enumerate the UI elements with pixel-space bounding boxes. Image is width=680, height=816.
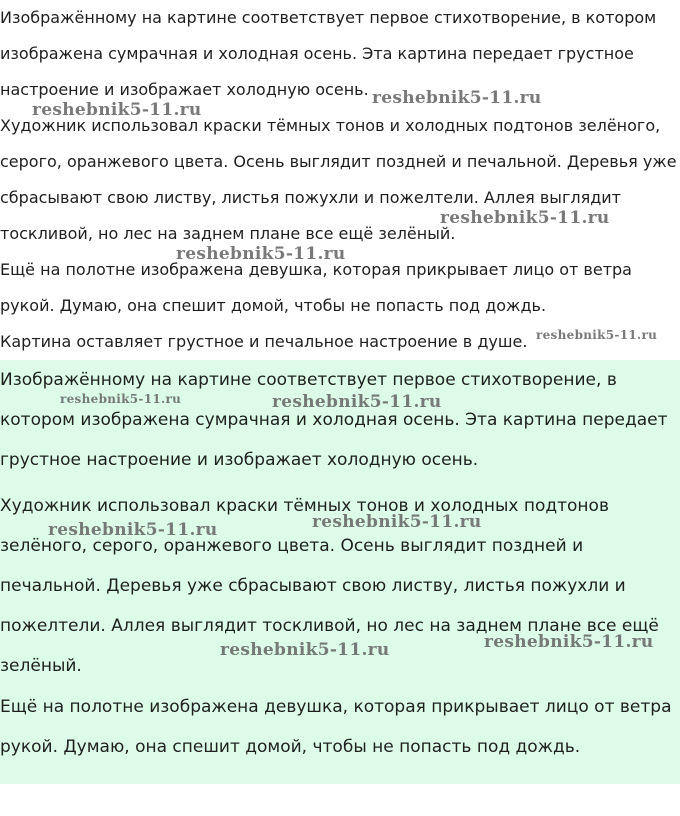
watermark: reshebnik5-11.ru [272,392,442,412]
plain-text-block [0,0,680,360]
plain-paragraph-4: Картина оставляет грустное и печальное настроение в душе. [0,332,528,351]
watermark: reshebnik5-11.ru [176,244,346,264]
plain-paragraph-1: Изображённому на картине соответствует первое стихотворение, в котором изображена сумрачная и холодная осень. Эта картина передает грустное настроение и изображает холодную осень. [0,8,657,99]
watermark: reshebnik5-11.ru [32,100,202,120]
watermark: reshebnik5-11.ru [312,512,482,532]
highlighted-paragraph-2: Художник использовал краски тёмных тонов и холодных подтонов зелёного, серого, оранжевого цвета. Осень выглядит поздней и печальной. Деревья уже сбрасывают свою листву, листья пожухли и пожелтели. Аллея выглядит тоскливой, но лес на заднем плане все ещё зелёный. [0,496,659,676]
highlighted-paragraph-3: Ещё на полотне изображена девушка, которая прикрывает лицо от ветра рукой. Думаю, она спешит домой, чтобы не попасть под дождь. [0,697,672,757]
watermark: reshebnik5-11.ru [220,640,390,660]
highlighted-text-block [0,360,680,784]
watermark: reshebnik5-11.ru [536,328,658,342]
watermark: reshebnik5-11.ru [48,520,218,540]
watermark: reshebnik5-11.ru [484,632,654,652]
plain-paragraph-3: Ещё на полотне изображена девушка, которая прикрывает лицо от ветра рукой. Думаю, она спешит домой, чтобы не попасть под дождь. [0,260,632,315]
watermark: reshebnik5-11.ru [60,392,182,406]
watermark: reshebnik5-11.ru [440,208,610,228]
watermark: reshebnik5-11.ru [372,88,542,108]
highlighted-paragraph-1: Изображённому на картине соответствует первое стихотворение, в котором изображена сумрачная и холодная осень. Эта картина передает грустное настроение и изображает холодную осень. [0,370,668,470]
plain-paragraph-2: Художник использовал краски тёмных тонов и холодных подтонов зелёного, серого, оранжевого цвета. Осень выглядит поздней и печальной. Деревья уже сбрасывают свою листву, листья пожухли и пожелтели. Аллея выглядит тоскливой, но лес на заднем плане все ещё зелёный. [0,116,677,243]
